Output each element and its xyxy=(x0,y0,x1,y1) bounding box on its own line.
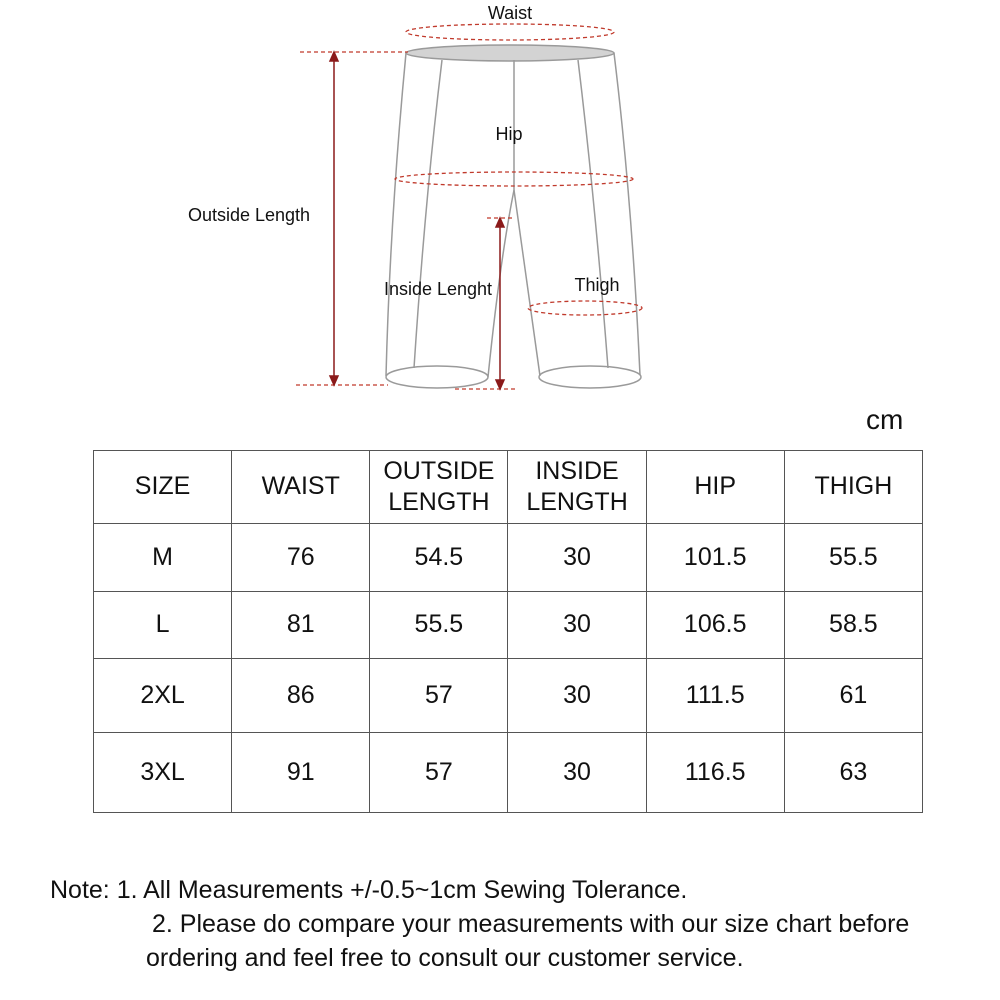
cell-waist: 91 xyxy=(232,733,370,813)
cell-thigh: 55.5 xyxy=(784,524,922,592)
inside-length-label: Inside Lenght xyxy=(383,279,493,299)
cell-outside-length: 57 xyxy=(370,733,508,813)
note-line-2: 2. Please do compare your measurements with our size chart before xyxy=(152,910,910,938)
cell-inside-length: 30 xyxy=(508,659,646,733)
cell-waist: 86 xyxy=(232,659,370,733)
header-hip: HIP xyxy=(646,451,784,524)
cell-thigh: 63 xyxy=(784,733,922,813)
table-row xyxy=(94,659,923,733)
header-outside-length: OUTSIDE LENGTH xyxy=(370,451,508,524)
hip-label: Hip xyxy=(495,124,523,144)
header-thigh: THIGH xyxy=(784,451,922,524)
size-chart-table xyxy=(93,450,923,813)
header-size: SIZE xyxy=(94,451,232,524)
cell-outside-length: 57 xyxy=(370,659,508,733)
note-line-1: Note: 1. All Measurements +/-0.5~1cm Sewing Tolerance. xyxy=(50,876,688,904)
outside-length-label: Outside Length xyxy=(187,205,311,225)
table-header-row xyxy=(94,451,923,524)
thigh-guide xyxy=(528,301,642,315)
table-row xyxy=(94,592,923,659)
cell-outside-length: 55.5 xyxy=(370,592,508,659)
cell-outside-length: 54.5 xyxy=(370,524,508,592)
cell-hip: 106.5 xyxy=(646,592,784,659)
cell-inside-length: 30 xyxy=(508,733,646,813)
cell-hip: 116.5 xyxy=(646,733,784,813)
notes xyxy=(50,873,909,975)
waist-guide xyxy=(406,24,614,40)
thigh-label: Thigh xyxy=(574,275,620,295)
cell-size: 2XL xyxy=(94,659,232,733)
cell-inside-length: 30 xyxy=(508,524,646,592)
cell-size: M xyxy=(94,524,232,592)
header-waist: WAIST xyxy=(232,451,370,524)
cell-size: L xyxy=(94,592,232,659)
waist-label: Waist xyxy=(487,3,533,23)
cell-thigh: 58.5 xyxy=(784,592,922,659)
unit-label: cm xyxy=(866,404,904,435)
table-row xyxy=(94,524,923,592)
cell-waist: 76 xyxy=(232,524,370,592)
header-inside-length: INSIDE LENGTH xyxy=(508,451,646,524)
cell-hip: 101.5 xyxy=(646,524,784,592)
cell-inside-length: 30 xyxy=(508,592,646,659)
cell-thigh: 61 xyxy=(784,659,922,733)
measurement-guides xyxy=(296,24,642,389)
shorts-outline xyxy=(383,45,641,388)
note-line-3: ordering and feel free to consult our customer service. xyxy=(146,944,744,972)
cell-waist: 81 xyxy=(232,592,370,659)
cell-size: 3XL xyxy=(94,733,232,813)
measurement-arrows xyxy=(330,52,504,389)
table-row xyxy=(94,733,923,813)
shorts-measurement-diagram xyxy=(0,0,1000,410)
cell-hip: 111.5 xyxy=(646,659,784,733)
